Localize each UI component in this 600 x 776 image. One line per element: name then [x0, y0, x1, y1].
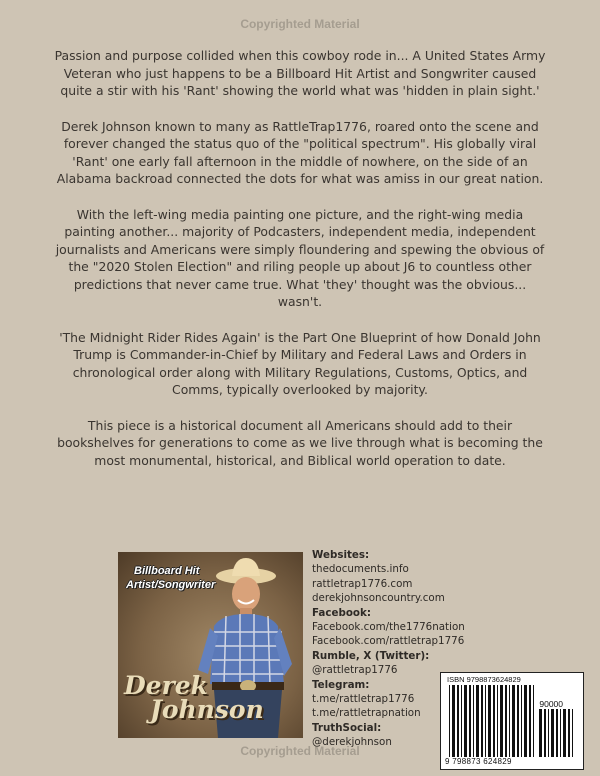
copyright-watermark-bottom: Copyrighted Material	[240, 744, 360, 758]
blurb-paragraph-5: This piece is a historical document all Americans should add to their bookshelves for generations to come as we live through what is becoming the most monumental, historical, and Biblical world operation to date.	[57, 417, 543, 468]
barcode-number: 9 798873 624829	[445, 757, 512, 766]
rumble-link: @rattletrap1776	[312, 664, 398, 677]
cover-title-line-1: Billboard Hit	[134, 565, 200, 577]
blurb-paragraph-4: 'The Midnight Rider Rides Again' is the Part One Blueprint of how Donald John Trump is Commander-in-Chief by Military and Federal Laws and Orders in chronological order along with Military Regulations, Customs, Optics, and Comms, typically overlooked by majority.	[59, 329, 541, 397]
facebook-heading: Facebook:	[312, 606, 371, 619]
blurb-paragraph-2: Derek Johnson known to many as RattleTrap1776, roared onto the scene and forever changed the status quo of the "political spectrum". His globally viral 'Rant' one early fall afternoon in the middle of nowhere, on the side of an Alabama backroad connected the dots for what was amiss in our great nation.	[56, 118, 544, 186]
websites-heading: Websites:	[312, 549, 370, 561]
website-link-2: rattletrap1776.com	[312, 577, 413, 590]
telegram-heading: Telegram:	[312, 678, 370, 691]
social-links	[312, 548, 465, 750]
facebook-link-2: Facebook.com/rattletrap1776	[312, 635, 465, 648]
cover-author-name	[124, 671, 299, 724]
cover-name-last: Johnson	[150, 695, 264, 724]
copyright-watermark-top: Copyrighted Material	[240, 17, 360, 31]
facebook-link-1: Facebook.com/the1776nation	[312, 621, 465, 634]
cover-title-line-2: Artist/Songwriter	[126, 579, 216, 591]
blurb-paragraph-1: Passion and purpose collided when this cowboy rode in... A United States Army Veteran who just happens to be a Billboard Hit Artist and Songwriter caused quite a stir with his 'Rant' showing the world what was 'hidden in plain sight.'	[54, 48, 546, 98]
author-cover-photo	[118, 552, 303, 738]
telegram-link-1: t.me/rattletrap1776	[312, 693, 415, 706]
back-cover-blurb	[52, 47, 548, 487]
website-link-1: thedocuments.info	[312, 563, 409, 576]
rumble-heading: Rumble, X (Twitter):	[312, 649, 430, 662]
cover-name-first: Derek	[124, 671, 208, 700]
cover-title	[126, 564, 215, 592]
price-code: 90000	[539, 699, 563, 709]
truthsocial-heading: TruthSocial:	[312, 721, 382, 734]
telegram-link-2: t.me/rattletrapnation	[312, 707, 421, 720]
isbn-label: ISBN 9798873624829	[447, 675, 521, 684]
website-link-3: derekjohnsoncountry.com	[312, 592, 445, 605]
blurb-paragraph-3: With the left-wing media painting one picture, and the right-wing media painting another... majority of Podcasters, independent media, independent journalists and Americans were simply floundering and spewing the obvious of the "2020 Stolen Election" and riling people up about J6 to countless other predictions that never came true. What 'they' thought was the obvious... wasn't.	[55, 206, 545, 309]
truthsocial-link: @derekjohnson	[312, 736, 392, 749]
